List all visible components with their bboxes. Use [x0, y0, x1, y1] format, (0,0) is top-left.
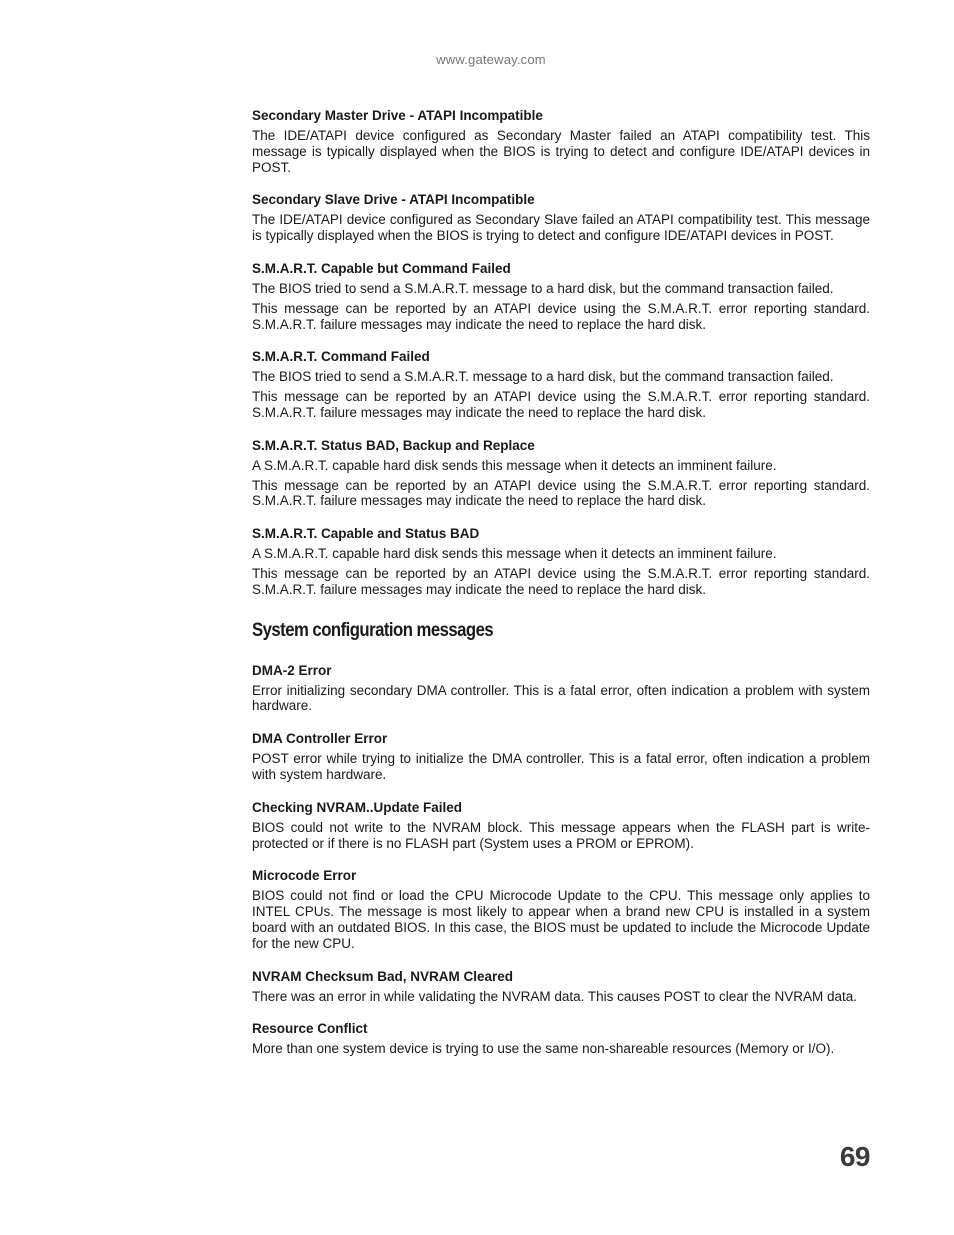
message-title: NVRAM Checksum Bad, NVRAM Cleared — [252, 968, 514, 984]
message-entry — [252, 868, 870, 951]
message-description: There was an error in while validating the NVRAM data. This causes POST to clear the NVRAM data. — [252, 988, 858, 1004]
message-entry — [252, 800, 870, 852]
message-description: The BIOS tried to send a S.M.A.R.T. message to a hard disk, but the command transaction failed. — [252, 280, 834, 296]
message-title: Resource Conflict — [252, 1021, 368, 1037]
message-entry — [252, 192, 870, 244]
message-entry — [252, 349, 870, 420]
message-description: This message can be reported by an ATAPI device using the S.M.A.R.T. error reporting standard. S.M.A.R.T. failure messages may indicate the need to replace the hard disk. — [252, 565, 870, 597]
section-system-configuration — [252, 663, 870, 1058]
message-description: The BIOS tried to send a S.M.A.R.T. message to a hard disk, but the command transaction failed. — [252, 369, 834, 385]
message-description: BIOS could not write to the NVRAM block. This message appears when the FLASH part is write-protected or if there is no FLASH part (System uses a PROM or EPROM). — [252, 819, 870, 851]
page-number: 69 — [839, 1141, 870, 1172]
message-entry — [252, 108, 870, 175]
message-title: DMA-2 Error — [252, 662, 332, 678]
section-heading: System configuration messages — [252, 619, 494, 641]
message-entry — [252, 526, 870, 597]
section-bios-smart — [252, 108, 870, 598]
message-description: A S.M.A.R.T. capable hard disk sends this message when it detects an imminent failure. — [252, 457, 777, 473]
message-title: S.M.A.R.T. Capable and Status BAD — [252, 526, 480, 542]
message-title: Secondary Slave Drive - ATAPI Incompatible — [252, 192, 535, 208]
message-description: This message can be reported by an ATAPI device using the S.M.A.R.T. error reporting standard. S.M.A.R.T. failure messages may indicate the need to replace the hard disk. — [252, 389, 870, 420]
message-entry — [252, 731, 870, 783]
message-entry — [252, 663, 870, 715]
message-description: This message can be reported by an ATAPI device using the S.M.A.R.T. error reporting standard. S.M.A.R.T. failure messages may indicate the need to replace the hard disk. — [252, 300, 870, 332]
message-title: S.M.A.R.T. Command Failed — [252, 349, 430, 365]
message-title: Checking NVRAM..Update Failed — [252, 799, 463, 815]
message-entry — [252, 261, 870, 332]
header-url[interactable]: www.gateway.com — [436, 52, 546, 67]
message-title: Microcode Error — [252, 868, 357, 884]
message-title: Secondary Master Drive - ATAPI Incompatible — [252, 108, 543, 123]
message-description: More than one system device is trying to use the same non-shareable resources (Memory or I/O). — [252, 1041, 835, 1057]
message-description: The IDE/ATAPI device configured as Secondary Slave failed an ATAPI compatibility test. This message is typically displayed when the BIOS is trying to detect and configure IDE/ATAPI devices in POST. — [252, 212, 870, 244]
message-entry — [252, 969, 870, 1005]
message-title: DMA Controller Error — [252, 731, 388, 747]
message-entry — [252, 438, 870, 509]
message-entry — [252, 1021, 870, 1057]
message-description: A S.M.A.R.T. capable hard disk sends this message when it detects an imminent failure. — [252, 546, 777, 562]
message-title: S.M.A.R.T. Capable but Command Failed — [252, 260, 511, 276]
message-description: The IDE/ATAPI device configured as Secondary Master failed an ATAPI compatibility test. This message is typically displayed when the BIOS is trying to detect and configure IDE/ATAPI devices in POST. — [252, 128, 870, 175]
message-description: POST error while trying to initialize the DMA controller. This is a fatal error, often indication a problem with system hardware. — [252, 751, 870, 782]
page-content — [252, 108, 870, 1074]
message-description: Error initializing secondary DMA controller. This is a fatal error, often indication a problem with system hardware. — [252, 682, 870, 714]
message-description: This message can be reported by an ATAPI device using the S.M.A.R.T. error reporting standard. S.M.A.R.T. failure messages may indicate the need to replace the hard disk. — [252, 477, 870, 509]
message-description: BIOS could not find or load the CPU Microcode Update to the CPU. This message only applies to INTEL CPUs. The message is most likely to appear when a brand new CPU is installed in a system board with an outdated BIOS. In this case, the BIOS must be updated to include the Microcode Update for the new CPU. — [252, 888, 870, 951]
message-title: S.M.A.R.T. Status BAD, Backup and Replace — [252, 437, 535, 453]
